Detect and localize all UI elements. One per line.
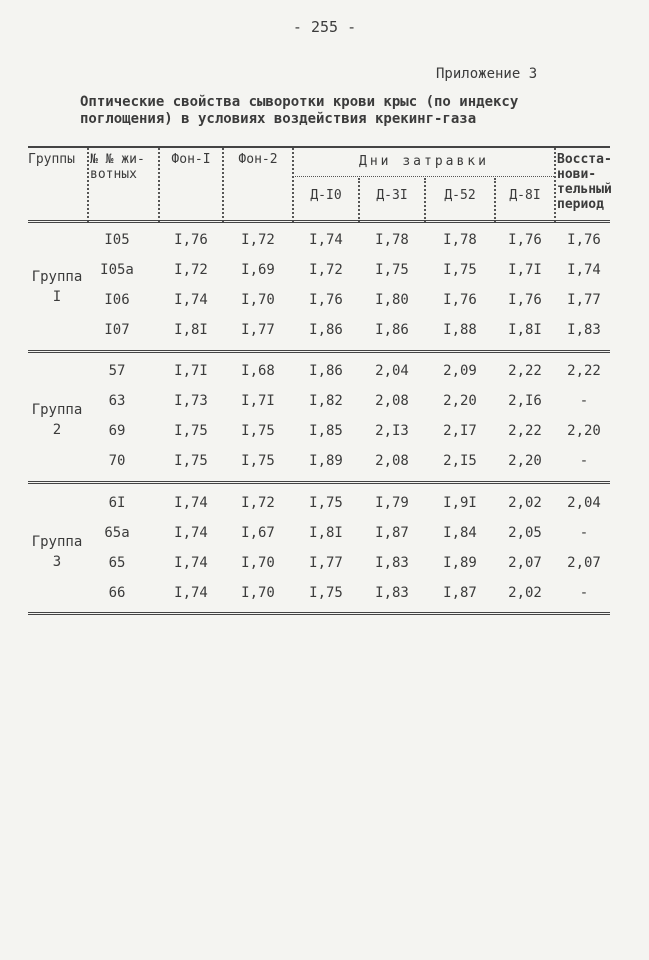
header-recovery-1: Восста- (557, 152, 612, 167)
value-cell: 2,22 (508, 363, 542, 379)
value-cell: I,89 (309, 453, 343, 469)
animal-number-cell: 70 (108, 453, 126, 469)
value-cell: 2,22 (567, 363, 601, 379)
value-cell: I,76 (567, 232, 601, 248)
value-cell: I,74 (567, 262, 601, 278)
value-cell: I,83 (375, 585, 409, 601)
value-cell: I,9I (443, 495, 477, 511)
header-fon-1: Фон-I (171, 152, 211, 167)
animal-number-cell: I07 (104, 322, 130, 338)
value-cell: I,78 (443, 232, 477, 248)
group-number: 2 (52, 422, 62, 438)
value-cell: I,72 (174, 262, 208, 278)
value-cell: I,86 (309, 322, 343, 338)
table-caption (80, 94, 560, 128)
value-cell: I,76 (508, 292, 542, 308)
value-cell: I,74 (174, 292, 208, 308)
value-cell: I,70 (241, 555, 275, 571)
value-cell: 2,02 (508, 585, 542, 601)
value-cell: I,83 (375, 555, 409, 571)
value-cell: 2,07 (567, 555, 601, 571)
group-name: Группа (31, 402, 83, 418)
value-cell: 2,20 (508, 453, 542, 469)
animal-number-cell: 6I (108, 495, 126, 511)
value-cell: I,74 (174, 525, 208, 541)
value-cell: 2,I6 (508, 393, 542, 409)
group-number: 3 (52, 554, 62, 570)
value-cell: I,75 (241, 423, 275, 439)
value-cell: I,74 (174, 555, 208, 571)
value-cell: I,69 (241, 262, 275, 278)
value-cell: I,72 (241, 495, 275, 511)
animal-number-cell: 66 (108, 585, 126, 601)
header-divider (554, 148, 556, 222)
header-animal-no-1: № № жи- (90, 152, 145, 167)
value-cell: I,84 (443, 525, 477, 541)
page-number: - 255 - (292, 18, 357, 36)
value-cell: 2,20 (567, 423, 601, 439)
header-fon-2: Фон-2 (238, 152, 278, 167)
value-cell: I,77 (567, 292, 601, 308)
value-cell: 2,20 (443, 393, 477, 409)
days-subrule (292, 176, 554, 177)
table-bottom-rule (28, 612, 610, 615)
value-cell: 2,I7 (443, 423, 477, 439)
value-cell: I,75 (174, 453, 208, 469)
header-bottom-rule (28, 220, 610, 223)
value-cell: I,75 (241, 453, 275, 469)
value-cell: 2,I5 (443, 453, 477, 469)
value-cell: 2,04 (567, 495, 601, 511)
value-cell: I,75 (443, 262, 477, 278)
value-cell: I,7I (241, 393, 275, 409)
value-cell: I,87 (443, 585, 477, 601)
table-top-rule (28, 146, 610, 148)
value-cell: I,79 (375, 495, 409, 511)
value-cell: I,75 (375, 262, 409, 278)
header-divider (87, 148, 89, 222)
header-d10: Д-I0 (310, 188, 342, 203)
value-cell: 2,08 (375, 453, 409, 469)
header-d81: Д-8I (509, 188, 541, 203)
value-cell: I,89 (443, 555, 477, 571)
header-d52: Д-52 (444, 188, 476, 203)
header-animal-no-2: вотных (90, 167, 137, 182)
group-name: Группа (31, 534, 83, 550)
group-label (28, 400, 86, 440)
value-cell: I,76 (174, 232, 208, 248)
value-cell: 2,05 (508, 525, 542, 541)
value-cell: I,73 (174, 393, 208, 409)
header-groups: Группы (28, 152, 75, 167)
group-divider-rule (28, 350, 610, 353)
value-cell: 2,02 (508, 495, 542, 511)
value-cell: I,82 (309, 393, 343, 409)
appendix-label: Приложение 3 (436, 66, 538, 82)
value-cell: I,74 (174, 495, 208, 511)
caption-line-2: поглощения) в условиях воздействия крекинг-газа (80, 111, 477, 127)
caption-line-1: Оптические свойства сыворотки крови крыс (по индексу (80, 94, 519, 110)
value-cell: 2,07 (508, 555, 542, 571)
value-cell: I,75 (174, 423, 208, 439)
value-cell: I,77 (241, 322, 275, 338)
group-label (28, 532, 86, 572)
value-cell: 2,22 (508, 423, 542, 439)
group-number: I (52, 289, 62, 305)
value-cell: I,74 (309, 232, 343, 248)
value-cell: I,72 (309, 262, 343, 278)
value-cell: 2,09 (443, 363, 477, 379)
animal-number-cell: 57 (108, 363, 126, 379)
value-cell: I,78 (375, 232, 409, 248)
animal-number-cell: 69 (108, 423, 126, 439)
header-recovery-2: нови- (557, 167, 597, 182)
value-cell: I,87 (375, 525, 409, 541)
animal-number-cell: 65а (104, 525, 130, 541)
animal-number-cell: 65 (108, 555, 126, 571)
value-cell: I,68 (241, 363, 275, 379)
value-cell: I,76 (443, 292, 477, 308)
animal-number-cell: I06 (104, 292, 130, 308)
group-label (28, 267, 86, 307)
value-cell: I,85 (309, 423, 343, 439)
value-cell: I,8I (309, 525, 343, 541)
animal-number-cell: I05 (104, 232, 130, 248)
value-cell: - (579, 453, 589, 469)
group-divider-rule (28, 481, 610, 484)
value-cell: I,80 (375, 292, 409, 308)
value-cell: I,76 (508, 232, 542, 248)
value-cell: 2,I3 (375, 423, 409, 439)
value-cell: I,74 (174, 585, 208, 601)
value-cell: I,70 (241, 292, 275, 308)
value-cell: I,75 (309, 495, 343, 511)
value-cell: I,77 (309, 555, 343, 571)
value-cell: I,8I (508, 322, 542, 338)
header-d31: Д-3I (376, 188, 408, 203)
value-cell: I,8I (174, 322, 208, 338)
value-cell: - (579, 585, 589, 601)
value-cell: - (579, 525, 589, 541)
value-cell: I,70 (241, 585, 275, 601)
header-recovery-3: тельный (557, 182, 612, 197)
header-recovery-4: период (557, 197, 604, 212)
value-cell: I,86 (375, 322, 409, 338)
value-cell: I,72 (241, 232, 275, 248)
value-cell: 2,04 (375, 363, 409, 379)
group-name: Группа (31, 269, 83, 285)
value-cell: I,86 (309, 363, 343, 379)
value-cell: 2,08 (375, 393, 409, 409)
value-cell: I,7I (508, 262, 542, 278)
value-cell: I,75 (309, 585, 343, 601)
value-cell: I,83 (567, 322, 601, 338)
header-days: Дни затравки (359, 154, 489, 169)
animal-number-cell: I05а (100, 262, 134, 278)
value-cell: I,76 (309, 292, 343, 308)
animal-number-cell: 63 (108, 393, 126, 409)
value-cell: I,67 (241, 525, 275, 541)
value-cell: I,7I (174, 363, 208, 379)
value-cell: - (579, 393, 589, 409)
value-cell: I,88 (443, 322, 477, 338)
